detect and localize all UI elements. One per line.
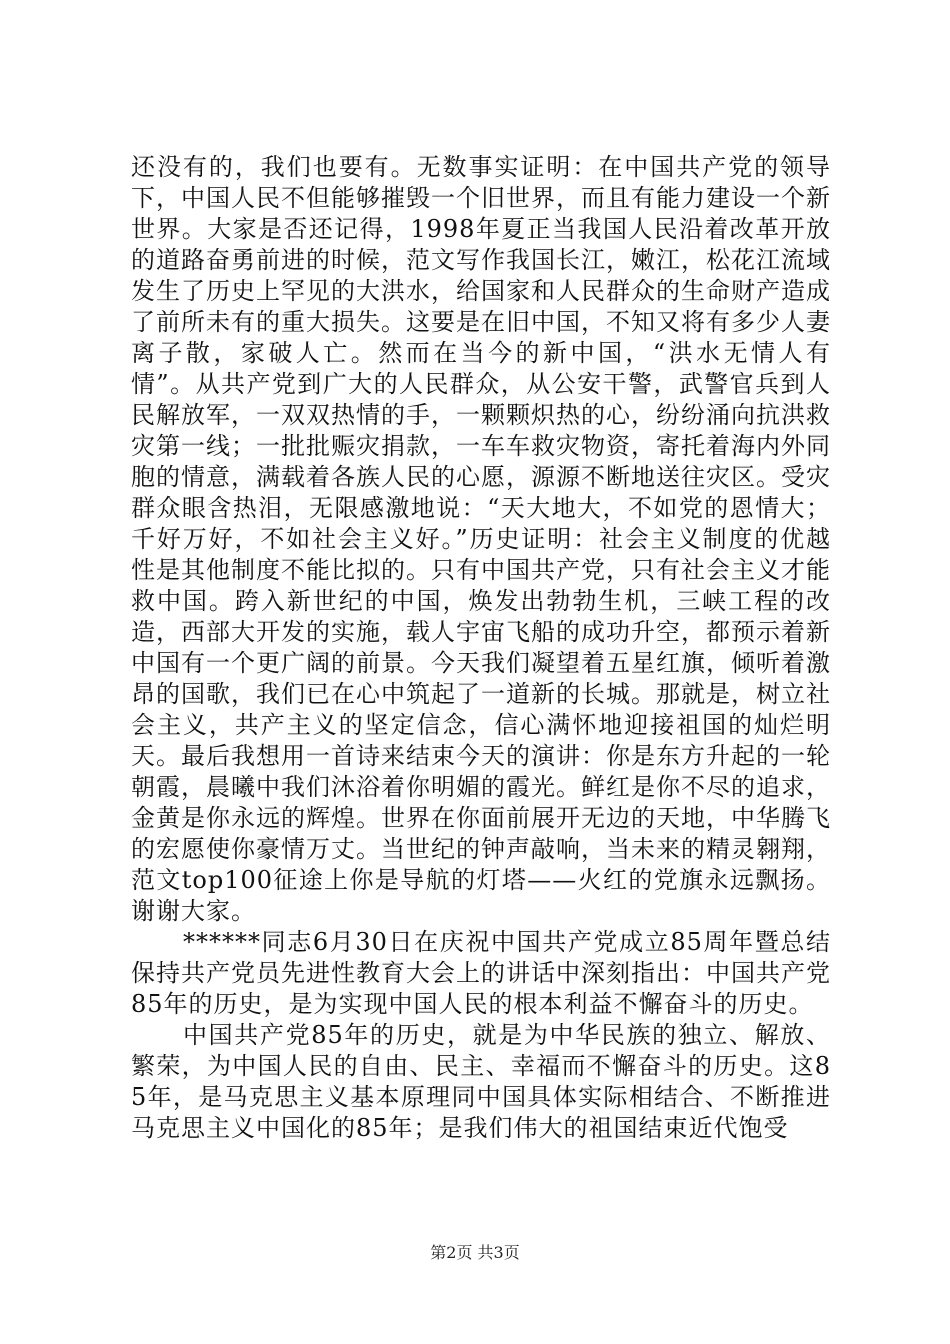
paragraph-1: 还没有的，我们也要有。无数事实证明：在中国共产党的领导下，中国人民不但能够摧毁一个旧世界，而且有能力建设一个新世界。大家是否还记得，1998年夏正当我国人民沿着改革开放的道路奋勇前进的时候，范文写作我国长江，嫩江，松花江流域发生了历史上罕见的大洪水，给国家和人民群众的生命财产造成了前所未有的重大损失。这要是在旧中国，不知又将有多少人妻离子散，家破人亡。然而在当今的新中国，“洪水无情人有情”。从共产党到广大的人民群众，从公安干警，武警官兵到人民解放军，一双双热情的手，一颗颗炽热的心，纷纷涌向抗洪救灾第一线；一批批赈灾捐款，一车车救灾物资，寄托着海内外同胞的情意，满载着各族人民的心愿，源源不断地送往灾区。受灾群众眼含热泪，无限感激地说：“天大地大，不如党的恩情大；千好万好，不如社会主义好。”历史证明：社会主义制度的优越性是其他制度不能比拟的。只有中国共产党，只有社会主义才能救中国。跨入新世纪的中国，焕发出勃勃生机，三峡工程的改造，西部大开发的实施，载人宇宙飞船的成功升空，都预示着新中国有一个更广阔的前景。今天我们凝望着五星红旗，倾听着激昂的国歌，我们已在心中筑起了一道新的长城。那就是，树立社会主义，共产主义的坚定信念，信心满怀地迎接祖国的灿烂明天。最后我想用一首诗来结束今天的演讲：你是东方升起的一轮朝霞，晨曦中我们沐浴着你明媚的霞光。鲜红是你不尽的追求，金黄是你永远的辉煌。世界在你面前展开无边的天地，中华腾飞的宏愿使你豪情万丈。当世纪的钟声敲响，当未来的精灵翱翔，范文top100征途上你是导航的灯塔——火红的党旗永远飘扬。谢谢大家。 <box>131 153 831 925</box>
paragraph-2: ******同志6月30日在庆祝中国共产党成立85周年暨总结保持共产党员先进性教育大会上的讲话中深刻指出：中国共产党85年的历史，是为实现中国人民的根本利益不懈奋斗的历史。 <box>131 928 831 1018</box>
paragraph-3: 中国共产党85年的历史，就是为中华民族的独立、解放、繁荣，为中国人民的自由、民主、幸福而不懈奋斗的历史。这85年，是马克思主义基本原理同中国具体实际相结合、不断推进马克思主义中国化的85年；是我们伟大的祖国结束近代饱受 <box>131 1021 831 1142</box>
page-footer: 第2页 共3页 <box>430 1243 520 1262</box>
body-text <box>131 152 831 1144</box>
